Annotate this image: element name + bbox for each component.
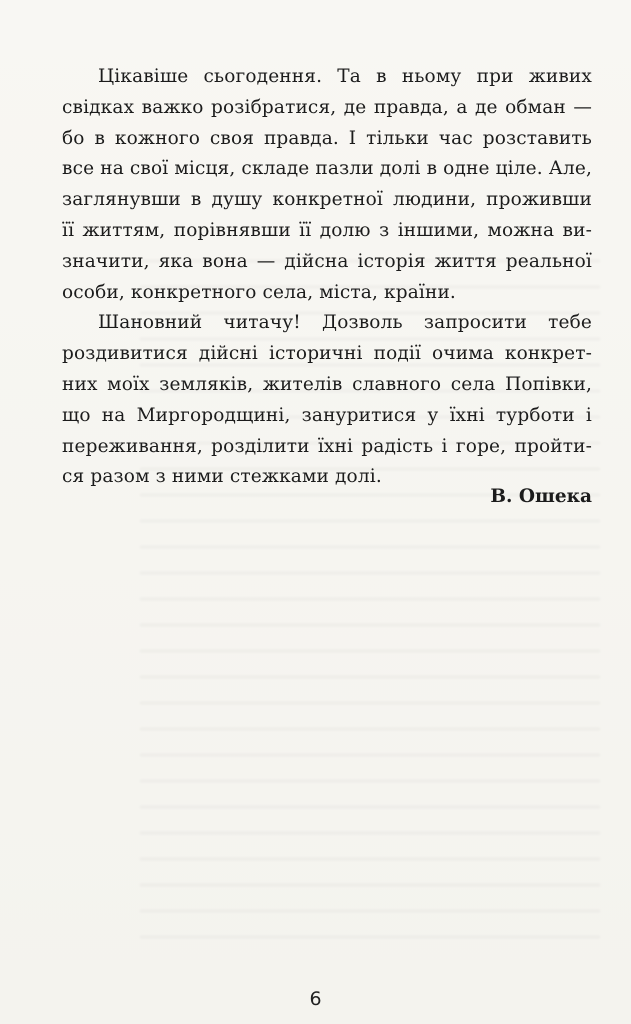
main-text: [62, 62, 592, 493]
text-line: особи, конкретного села, міста, країни.: [62, 281, 456, 303]
paragraph-2: [62, 308, 592, 493]
text-line: роздивитися дійсні історичні події очима конкрет-: [62, 343, 592, 365]
paragraph-1: [62, 62, 592, 308]
text-line: все на свої місця, складе пазли долі в одне ціле. Але,: [62, 158, 592, 180]
text-line: її життям, порівнявши її долю з іншими, можна ви-: [62, 219, 592, 241]
text-line: заглянувши в душу конкретної людини, проживши: [62, 189, 592, 211]
text-line: ся разом з ними стежками долі.: [62, 466, 382, 488]
text-line: переживання, розділити їхні радість і горе, пройти-: [62, 435, 592, 457]
text-line: них моїх земляків, жителів славного села Попівки,: [62, 373, 592, 395]
text-line: Шановний читачу! Дозволь запросити тебе: [98, 312, 592, 334]
text-line: що на Миргородщині, зануритися у їхні турботи і: [62, 404, 592, 426]
page-number: 6: [309, 988, 322, 1010]
text-line: бо в кожного своя правда. І тільки час розставить: [62, 127, 592, 149]
text-line: значити, яка вона — дійсна історія життя реальної: [62, 250, 592, 272]
text-line: свідках важко розібратися, де правда, а де обман —: [62, 96, 592, 118]
text-line: Цікавіше сьогодення. Та в ньому при живих: [98, 66, 592, 87]
author-signature: В. Ошека: [490, 486, 592, 507]
